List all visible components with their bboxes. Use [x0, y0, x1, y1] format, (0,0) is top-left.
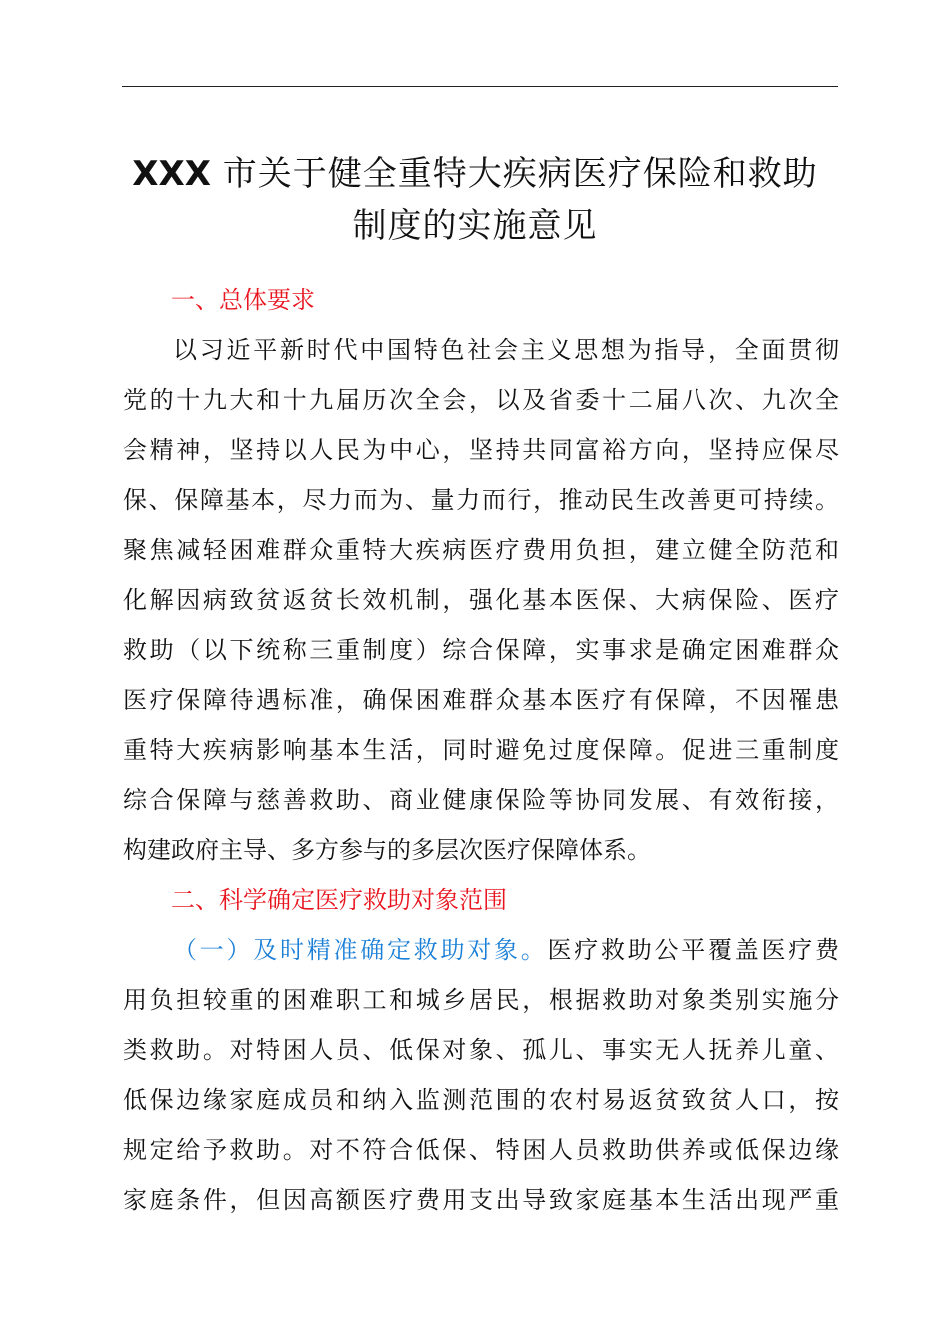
paragraph-line: 综合保障与慈善救助、商业健康保险等协同发展、有效衔接，: [123, 786, 839, 814]
paragraph-line: 用负担较重的困难职工和城乡居民，根据救助对象类别实施分: [123, 986, 839, 1014]
paragraph-line: 化解因病致贫返贫长效机制，强化基本医保、大病保险、医疗: [123, 586, 839, 614]
paragraph-line: 救助（以下统称三重制度）综合保障，实事求是确定困难群众: [123, 636, 839, 664]
paragraph-line: 构建政府主导、多方参与的多层次医疗保障体系。: [123, 836, 651, 864]
paragraph-line-text: 医疗救助公平覆盖医疗费: [547, 936, 839, 964]
section-2-heading: 二、科学确定医疗救助对象范围: [171, 886, 507, 914]
paragraph-line: 会精神，坚持以人民为中心，坚持共同富裕方向，坚持应保尽: [123, 436, 839, 464]
paragraph-line: 以习近平新时代中国特色社会主义思想为指导，全面贯彻: [173, 336, 839, 364]
document-body: [123, 275, 839, 1225]
paragraph-line: 党的十九大和十九届历次全会，以及省委十二届八次、九次全: [123, 386, 839, 414]
paragraph-line: 聚焦减轻困难群众重特大疾病医疗费用负担，建立健全防范和: [123, 536, 839, 564]
paragraph-line: 低保边缘家庭成员和纳入监测范围的农村易返贫致贫人口，按: [123, 1086, 839, 1114]
paragraph-line: 家庭条件，但因高额医疗费用支出导致家庭基本生活出现严重: [123, 1186, 839, 1214]
paragraph-line: 类救助。对特困人员、低保对象、孤儿、事实无人抚养儿童、: [123, 1036, 839, 1064]
title-line-1-text: 市关于健全重特大疾病医疗保险和救助: [210, 154, 818, 194]
section-2-paragraph: [123, 925, 839, 1225]
paragraph-line: [123, 925, 839, 975]
document-title: [100, 148, 850, 252]
paragraph-line: 医疗保障待遇标准，确保困难群众基本医疗有保障，不因罹患: [123, 686, 839, 714]
paragraph-line: 保、保障基本，尽力而为、量力而行，推动民生改善更可持续。: [123, 486, 839, 514]
section-1-paragraph: [123, 325, 839, 875]
title-prefix: XXX: [132, 154, 211, 194]
subsection-heading: （一）及时精准确定救助对象。: [173, 936, 548, 964]
paragraph-line: 重特大疾病影响基本生活，同时避免过度保障。促进三重制度: [123, 736, 839, 764]
title-line-2: 制度的实施意见: [352, 206, 598, 246]
header-rule: [122, 86, 838, 87]
title-line-1: [100, 148, 850, 200]
section-1-heading: 一、总体要求: [171, 286, 315, 314]
paragraph-line: 规定给予救助。对不符合低保、特困人员救助供养或低保边缘: [123, 1136, 839, 1164]
